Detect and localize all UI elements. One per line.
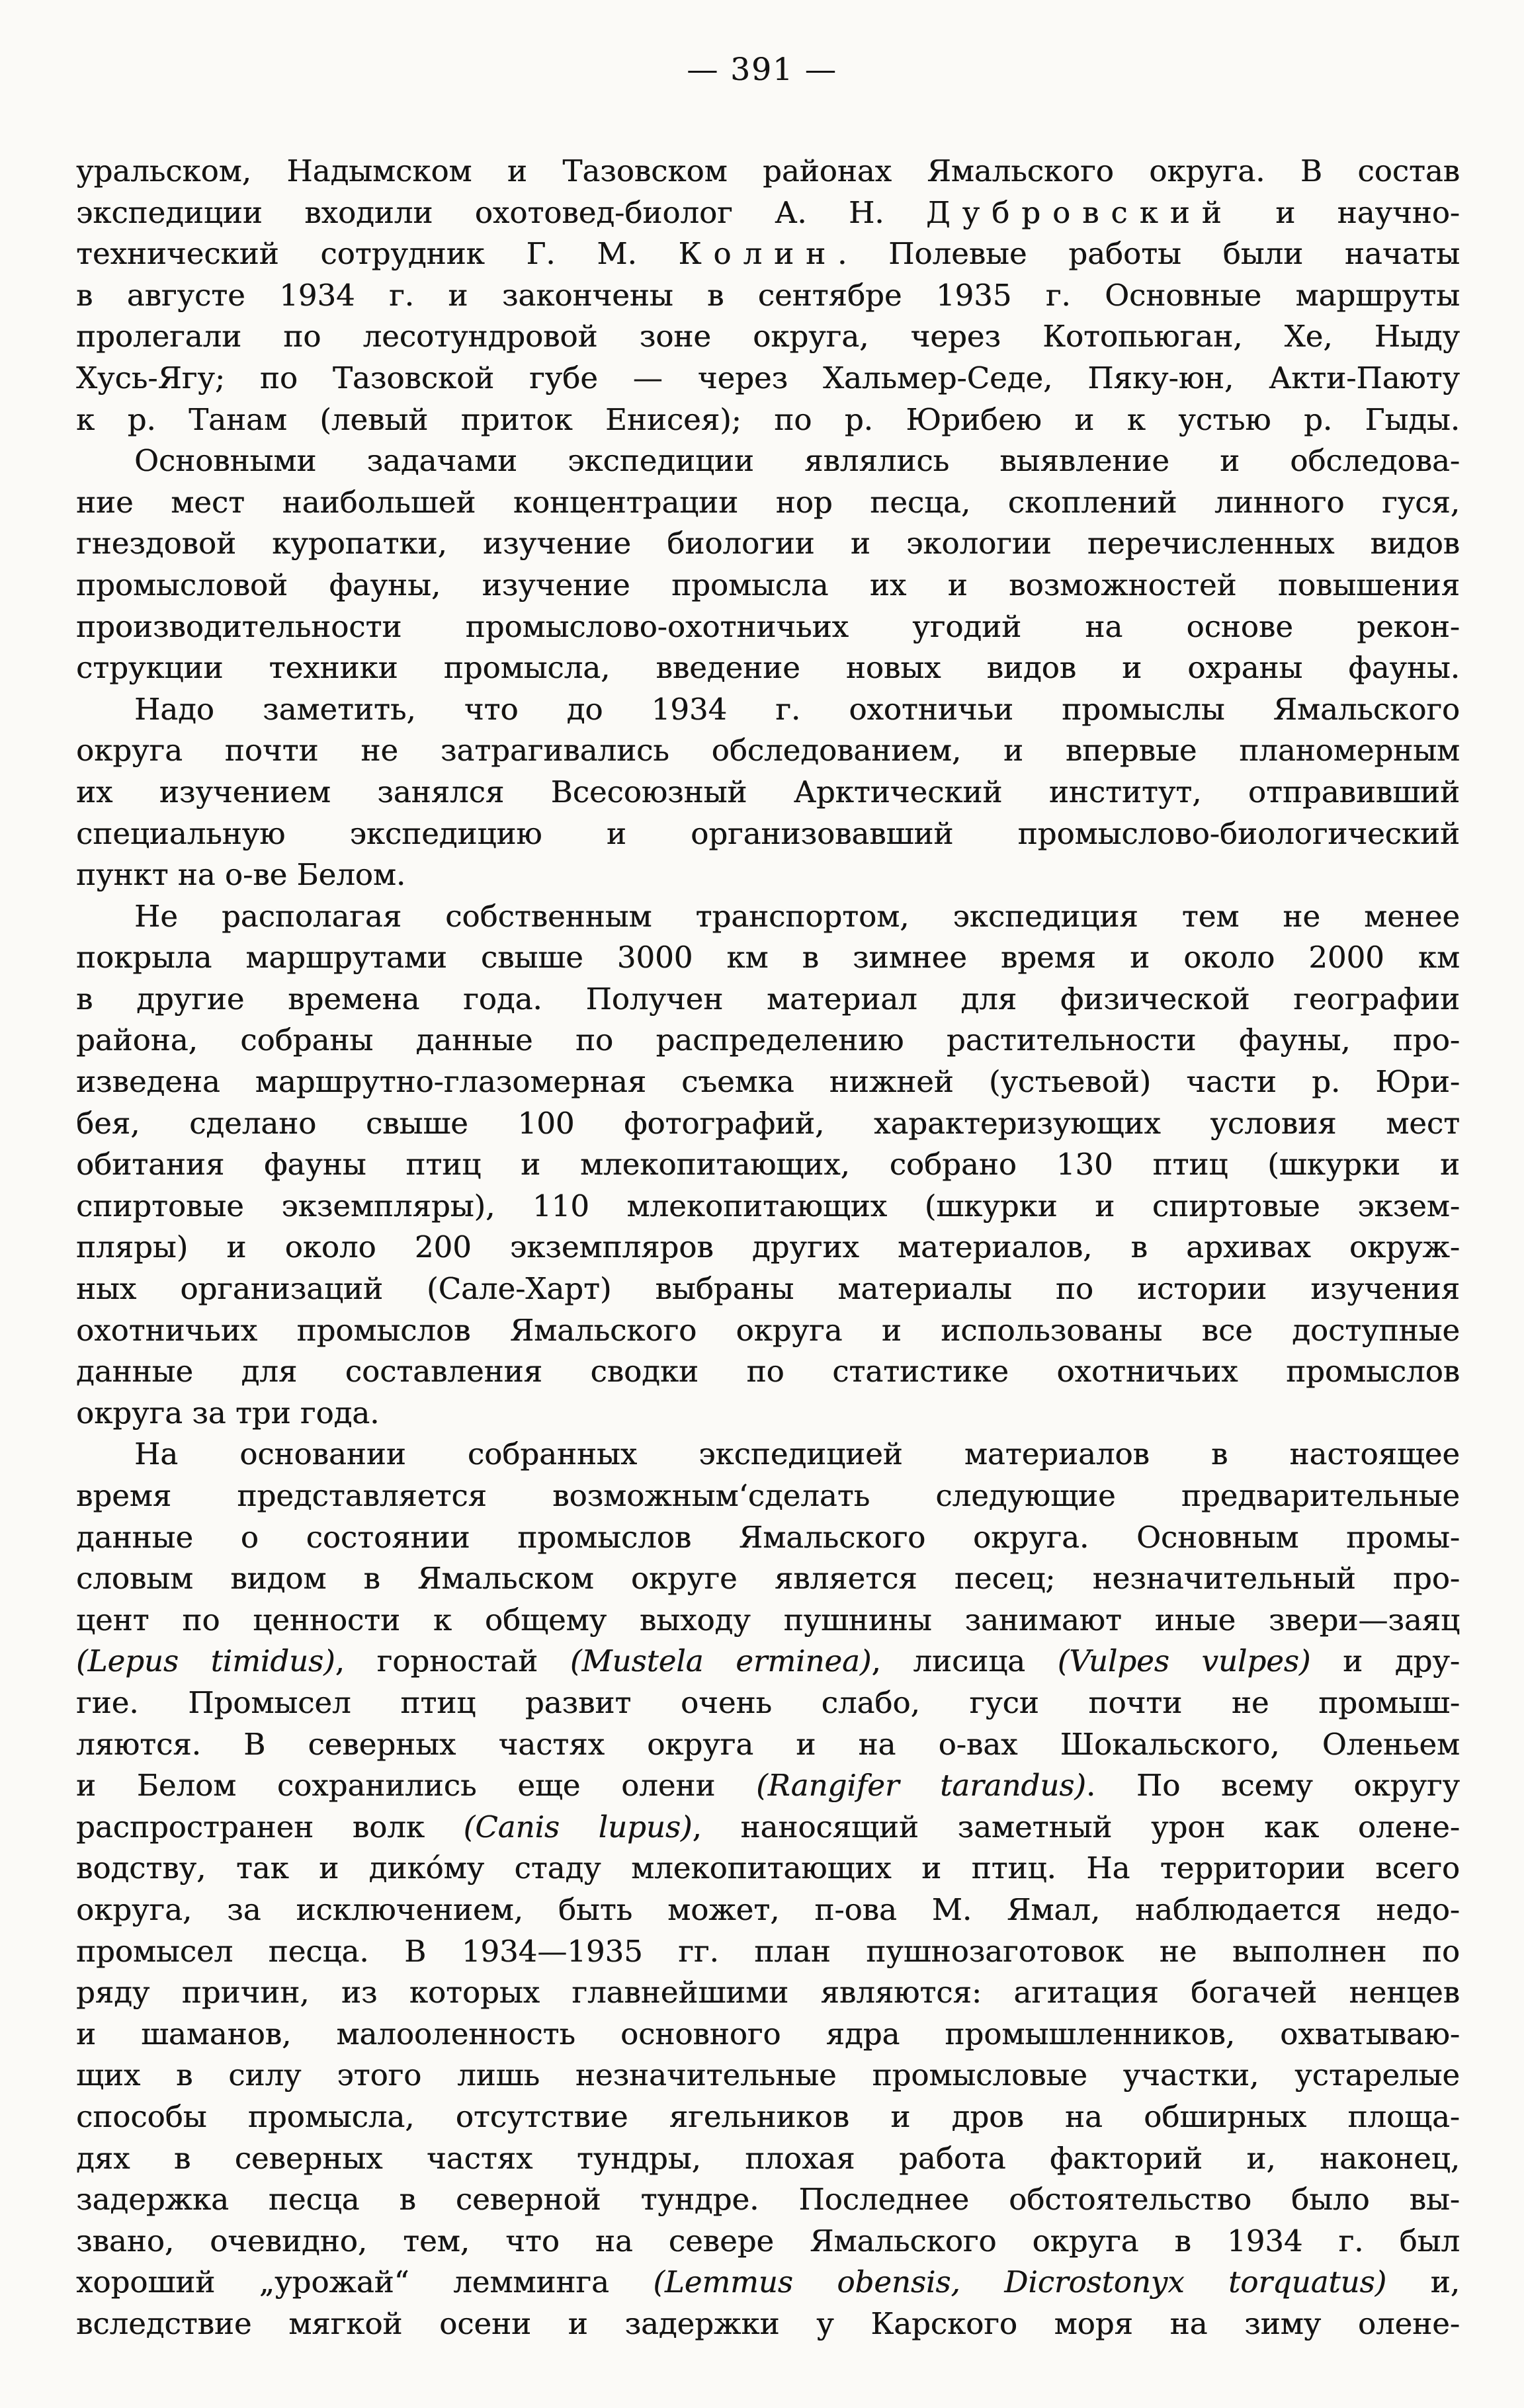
text-line (76, 1807, 1460, 1848)
text-line (76, 1144, 1460, 1186)
text-segment: словым видом в Ямальском округе является песец; незначительный про- (76, 1561, 1460, 1597)
text-line (76, 772, 1460, 813)
text-segment: водству, так и дико́му стаду млекопитающих и птиц. На территории всего (76, 1850, 1460, 1886)
paragraph (76, 151, 1460, 440)
text-segment: (Vulpes vulpes) (1057, 1643, 1311, 1679)
text-line (76, 1020, 1460, 1061)
text-line (76, 358, 1460, 399)
text-segment: , лисица (871, 1643, 1058, 1679)
text-segment: способы промысла, отсутствие ягельников и дров на обширных площа- (76, 2098, 1460, 2134)
text-line (76, 1558, 1460, 1600)
text-segment: спиртовые экземпляры), 110 млекопитающих (шкурки и спиртовые экзем- (76, 1188, 1460, 1224)
text-segment: в другие времена года. Получен материал для физической географии (76, 981, 1460, 1017)
text-segment: На основании собранных экспедицией материалов в настоящее (134, 1436, 1460, 1472)
text-line (76, 2304, 1460, 2345)
text-line (76, 689, 1460, 731)
text-line (76, 316, 1460, 358)
text-segment: ных организаций (Сале-Харт) выбраны материалы по истории изучения (76, 1271, 1460, 1307)
text-segment: и научно- (1233, 194, 1460, 230)
text-segment: и Белом сохранились еще олени (76, 1768, 757, 1804)
text-segment: пункт на о-ве Белом. (76, 857, 406, 893)
text-segment: . По всему округу (1085, 1768, 1460, 1804)
text-segment: охотничьих промыслов Ямальского округа и использованы все доступные (76, 1312, 1460, 1348)
text-line (76, 647, 1460, 689)
text-line (76, 1061, 1460, 1103)
text-segment: Не располагая собственным транспортом, экспедиция тем не менее (134, 898, 1460, 934)
text-segment: промысловой фауны, изучение промысла их и возможностей повышения (76, 567, 1460, 602)
text-line (76, 979, 1460, 1020)
text-line (76, 2262, 1460, 2304)
text-segment: округа почти не затрагивались обследованием, и впервые планомерным (76, 733, 1460, 768)
text-segment: данные для составления сводки по статистике охотничьих промыслов (76, 1354, 1460, 1390)
text-segment: (Lepus timidus) (76, 1643, 335, 1679)
text-segment: округа, за исключением, быть может, п-ова М. Ямал, наблюдается недо- (76, 1891, 1460, 1927)
text-segment: (Lemmus obensis, Dicrostonyx torquatus) (653, 2264, 1387, 2300)
text-line (76, 606, 1460, 648)
text-segment: Надо заметить, что до 1934 г. охотничьи промыслы Ямальского (134, 691, 1460, 727)
text-line (76, 1765, 1460, 1807)
text-segment: звано, очевидно, тем, что на севере Ямальского округа в 1934 г. был (76, 2223, 1460, 2259)
text-line (76, 1103, 1460, 1145)
text-segment: ляются. В северных частях округа и на о-вах Шокальского, Оленьем (76, 1726, 1460, 1762)
text-line (76, 565, 1460, 606)
text-segment: , горностай (335, 1643, 570, 1679)
text-segment: . Полевые работы были начаты (837, 236, 1460, 272)
text-line (76, 2221, 1460, 2263)
text-segment: Хусь-Ягу; по Тазовской губе — через Хальмер-Седе, Пяку-юн, Акти-Паюту (76, 360, 1460, 395)
page-number-header: — 391 — (687, 52, 837, 88)
text-line (76, 2179, 1460, 2221)
text-line (76, 1310, 1460, 1352)
text-segment: производительности промыслово-охотничьих угодий на основе рекон- (76, 608, 1460, 644)
text-segment: их изучением занялся Всесоюзный Арктический институт, отправивший (76, 774, 1460, 810)
text-segment: Дубровский (926, 194, 1234, 230)
text-segment: Колин (678, 236, 838, 272)
text-segment: технический сотрудник Г. М. (76, 236, 679, 272)
text-segment: экспедиции входили охотовед-биолог А. Н. (76, 194, 927, 230)
text-line (76, 399, 1460, 441)
text-segment: изведена маршрутно-глазомерная съемка нижней (устьевой) части р. Юри- (76, 1064, 1460, 1100)
text-line (76, 1186, 1460, 1227)
text-segment: покрыла маршрутами свыше 3000 км в зимнее время и около 2000 км (76, 940, 1460, 976)
text-line (76, 2138, 1460, 2180)
text-segment: , наносящий заметный урон как олене- (692, 1809, 1460, 1845)
text-segment: уральском, Надымском и Тазовском районах Ямальского округа. В состав (76, 153, 1460, 188)
text-segment: время представляется возможным‘сделать следующие предварительные (76, 1478, 1460, 1513)
paragraph (76, 440, 1460, 689)
text-segment: к р. Танам (левый приток Енисея); по р. Юрибею и к устью р. Гыды. (76, 401, 1460, 437)
text-line (76, 523, 1460, 565)
text-line (76, 1393, 1460, 1434)
body-text (76, 151, 1460, 2345)
text-line (76, 192, 1460, 234)
text-line (76, 440, 1460, 482)
text-segment: (Mustela erminea) (570, 1643, 872, 1679)
text-segment: данные о состоянии промыслов Ямальского округа. Основным промы- (76, 1519, 1460, 1555)
text-line (76, 854, 1460, 896)
text-line (76, 813, 1460, 855)
text-line (76, 2014, 1460, 2055)
text-line (76, 2055, 1460, 2097)
text-line (76, 937, 1460, 979)
text-line (76, 1475, 1460, 1517)
text-segment: гнездовой куропатки, изучение биологии и экологии перечисленных видов (76, 526, 1460, 561)
paragraph (76, 689, 1460, 896)
text-segment: щих в силу этого лишь незначительные промысловые участки, устарелые (76, 2057, 1460, 2093)
paragraph (76, 896, 1460, 1434)
text-segment: струкции техники промысла, введение новых видов и охраны фауны. (76, 650, 1460, 686)
text-line (76, 1227, 1460, 1268)
text-line (76, 1268, 1460, 1310)
text-line (76, 1931, 1460, 1973)
text-segment: ряду причин, из которых главнейшими являются: агитация богачей ненцев (76, 1975, 1460, 2011)
text-segment: и шаманов, малооленность основного ядра промышленников, охватываю- (76, 2016, 1460, 2052)
text-line (76, 275, 1460, 317)
text-segment: (Rangifer tarandus) (756, 1768, 1086, 1804)
text-segment: хороший „урожай“ лемминга (76, 2264, 654, 2300)
text-segment: и дру- (1310, 1643, 1460, 1679)
text-segment: (Canis lupus) (463, 1809, 693, 1845)
text-segment: задержка песца в северной тундре. Последнее обстоятельство было вы- (76, 2182, 1460, 2218)
text-segment: Основными задачами экспедиции являлись выявление и обследова- (134, 443, 1460, 479)
text-segment: распространен волк (76, 1809, 464, 1845)
text-segment: и, (1386, 2264, 1460, 2300)
text-segment: цент по ценности к общему выходу пушнины занимают иные звери—заяц (76, 1602, 1460, 1638)
paragraph (76, 1434, 1460, 2345)
text-line (76, 1641, 1460, 1682)
text-line (76, 1600, 1460, 1641)
text-line (76, 1889, 1460, 1931)
text-line (76, 730, 1460, 772)
text-line (76, 1682, 1460, 1724)
text-segment: пляры) и около 200 экземпляров других материалов, в архивах окруж- (76, 1229, 1460, 1265)
text-segment: бея, сделано свыше 100 фотографий, характеризующих условия мест (76, 1105, 1460, 1141)
text-segment: обитания фауны птиц и млекопитающих, собрано 130 птиц (шкурки и (76, 1147, 1460, 1183)
text-segment: в августе 1934 г. и закончены в сентябре 1935 г. Основные маршруты (76, 277, 1460, 313)
text-line (76, 482, 1460, 524)
text-segment: вследствие мягкой осени и задержки у Карского моря на зиму олене- (76, 2305, 1460, 2341)
text-segment: округа за три года. (76, 1395, 380, 1431)
text-segment: района, собраны данные по распределению растительности фауны, про- (76, 1022, 1460, 1058)
text-line (76, 1351, 1460, 1393)
text-line (76, 151, 1460, 192)
text-segment: специальную экспедицию и организовавший промыслово-биологический (76, 815, 1460, 851)
text-segment: дях в северных частях тундры, плохая работа факторий и, наконец, (76, 2140, 1460, 2176)
text-line (76, 1517, 1460, 1559)
text-line (76, 2097, 1460, 2138)
text-segment: ние мест наибольшей концентрации нор песца, скоплений линного гуся, (76, 484, 1460, 520)
text-line (76, 1972, 1460, 2014)
text-line (76, 233, 1460, 275)
text-segment: пролегали по лесотундровой зоне округа, через Котопьюган, Хе, Ныду (76, 319, 1460, 354)
text-line (76, 1724, 1460, 1766)
text-segment: промысел песца. В 1934—1935 гг. план пушнозаготовок не выполнен по (76, 1933, 1460, 1969)
text-line (76, 1434, 1460, 1475)
text-line (76, 1848, 1460, 1889)
text-segment: гие. Промысел птиц развит очень слабо, гуси почти не промыш- (76, 1684, 1460, 1720)
text-line (76, 896, 1460, 938)
